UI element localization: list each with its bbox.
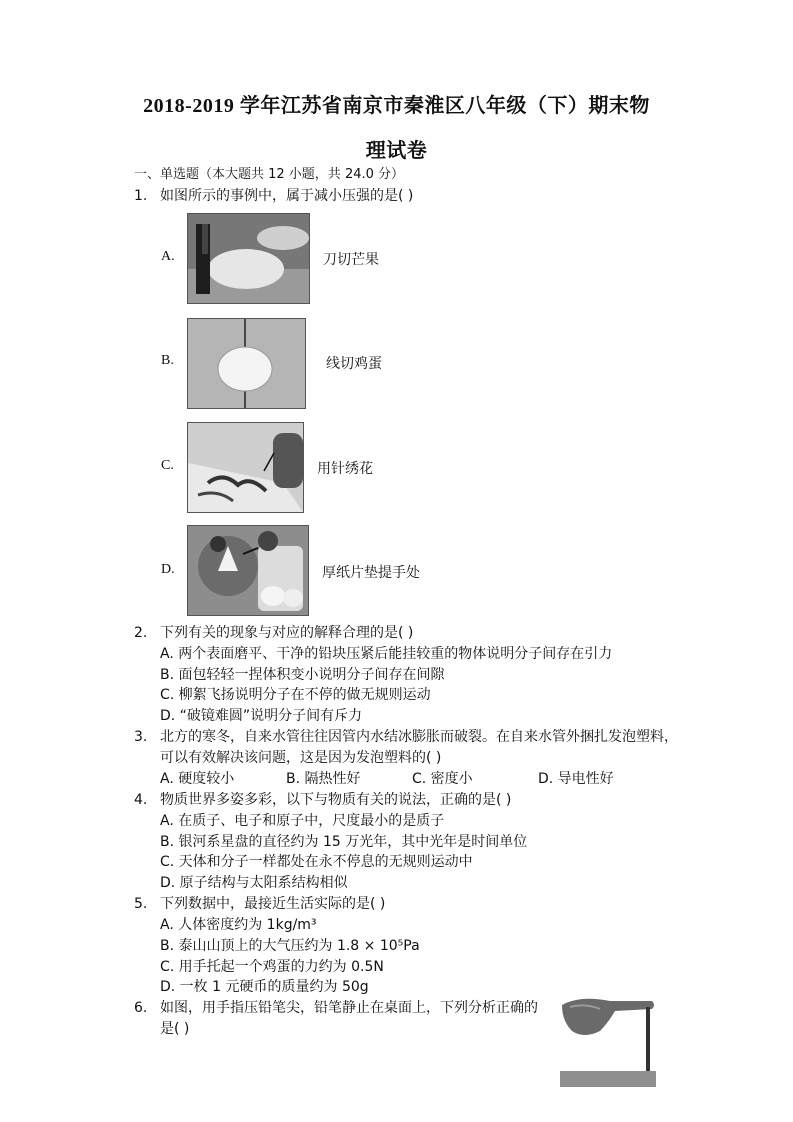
q6-text-line1: 如图，用手指压铅笔尖，铅笔静止在桌面上，下列分析正确的 <box>160 1000 538 1016</box>
knife-mango-image <box>187 213 310 304</box>
q4-number: 4. <box>134 792 148 808</box>
q3-option-c: C. 密度小 <box>412 771 473 787</box>
q1-option-c-letter: C. <box>161 458 174 473</box>
q4-option-a: A. 在质子、电子和原子中，尺度最小的是质子 <box>160 813 445 829</box>
needle-embroidery-image <box>187 422 304 513</box>
q2-option-a: A. 两个表面磨平、干净的铅块压紧后能挂较重的物体说明分子间存在引力 <box>160 646 613 662</box>
q1-number: 1. <box>134 188 148 204</box>
q5-option-d: D. 一枚 1 元硬币的质量约为 50g <box>160 979 369 995</box>
finger-pencil-image <box>560 995 656 1087</box>
q5-number: 5. <box>134 896 148 912</box>
q5-option-c: C. 用手托起一个鸡蛋的力约为 0.5N <box>160 959 384 975</box>
q3-text-line2: 可以有效解决该问题，这是因为发泡塑料的( ) <box>160 750 442 766</box>
q1-option-b-letter: B. <box>161 353 174 368</box>
q3-option-a: A. 硬度较小 <box>160 771 235 787</box>
paper-handle-image <box>187 525 309 616</box>
q1-option-b-caption: 线切鸡蛋 <box>326 356 382 372</box>
q3-option-d: D. 导电性好 <box>538 771 614 787</box>
section-heading: 一、单选题（本大题共 12 小题，共 24.0 分） <box>134 167 405 182</box>
q6-text-line2: 是( ) <box>160 1021 190 1037</box>
q4-option-b: B. 银河系星盘的直径约为 15 万光年，其中光年是时间单位 <box>160 834 528 850</box>
q2-number: 2. <box>134 625 148 641</box>
page-title-line1: 2018-2019 学年江苏省南京市秦淮区八年级（下）期末物 <box>143 95 650 117</box>
q1-option-d-letter: D. <box>161 562 175 577</box>
q3-number: 3. <box>134 729 148 745</box>
q2-option-c: C. 柳絮飞扬说明分子在不停的做无规则运动 <box>160 687 431 703</box>
q1-option-d-caption: 厚纸片垫提手处 <box>322 565 420 581</box>
q2-option-d: D. “破镜难圆”说明分子间有斥力 <box>160 708 363 724</box>
q2-text: 下列有关的现象与对应的解释合理的是( ) <box>160 625 414 641</box>
q4-option-d: D. 原子结构与太阳系结构相似 <box>160 875 348 891</box>
q5-option-a: A. 人体密度约为 1kg/m³ <box>160 917 317 933</box>
q1-text: 如图所示的事例中，属于减小压强的是( ) <box>160 188 414 204</box>
q1-option-a-letter: A. <box>161 249 175 264</box>
page-title-line2: 理试卷 <box>365 140 428 162</box>
q3-text-line1: 北方的寒冬，自来水管往往因管内水结冰膨胀而破裂。在自来水管外捆扎发泡塑料， <box>160 729 678 745</box>
q4-option-c: C. 天体和分子一样都处在永不停息的无规则运动中 <box>160 854 473 870</box>
q5-text: 下列数据中，最接近生活实际的是( ) <box>160 896 386 912</box>
q4-text: 物质世界多姿多彩，以下与物质有关的说法，正确的是( ) <box>160 792 512 808</box>
thread-egg-image <box>187 318 306 409</box>
q6-number: 6. <box>134 1000 148 1016</box>
q3-option-b: B. 隔热性好 <box>286 771 361 787</box>
q5-option-b: B. 泰山山顶上的大气压约为 1.8 × 10⁵Pa <box>160 938 420 954</box>
q2-option-b: B. 面包轻轻一捏体积变小说明分子间存在间隙 <box>160 667 445 683</box>
q1-option-a-caption: 刀切芒果 <box>323 252 379 268</box>
q1-option-c-caption: 用针绣花 <box>317 461 373 477</box>
